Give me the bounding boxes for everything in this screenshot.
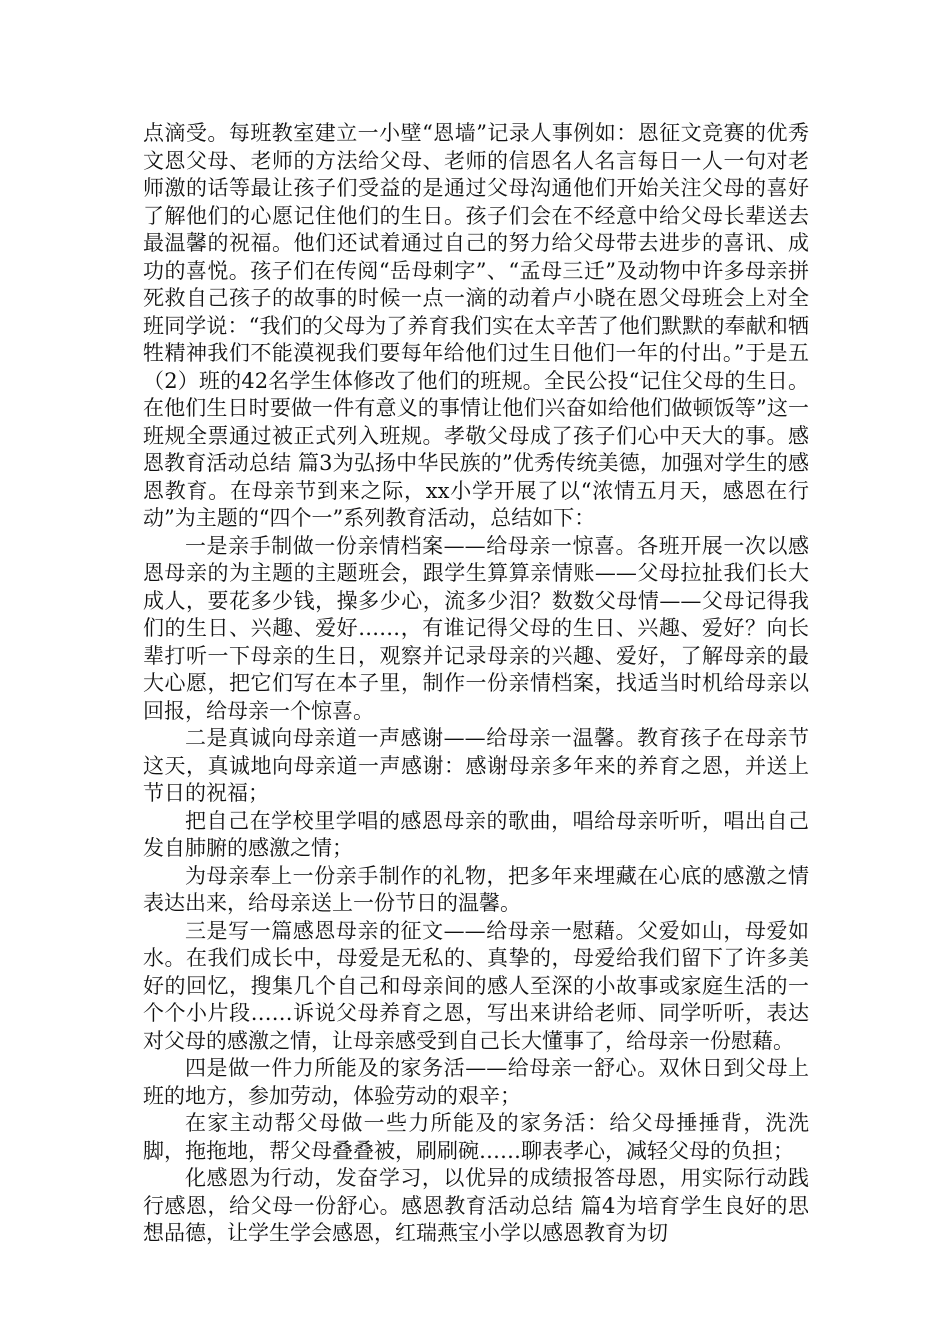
- paragraph-intro: 点滴受。每班教室建立一小壁“恩墙”记录人事例如：恩征文竞赛的优秀文恩父母、老师的方法给父母、老师的信恩名人名言每日一人一句对老师激的话等最让孩子们受益的是通过父母沟通他们开始关注父母的喜好了解他们的心愿记住他们的生日。孩子们会在不经意中给父母长辈送去最温馨的祝福。他们还试着通过自己的努力给父母带去进步的喜讯、成功的喜悦。孩子们在传阅“岳母刺字”、“孟母三迁”及动物中许多母亲拼死救自己孩子的故事的时候一点一滴的动着卢小晓在恩父母班会上对全班同学说：“我们的父母为了养育我们实在太辛苦了他们默默的奉献和牺牲精神我们不能漠视我们要每年给他们过生日他们一年的付出。”于是五（2）班的42名学生体修改了他们的班规。全民公投“记住父母的生日。在他们生日时要做一件有意义的事情让他们兴奋如给他们做顿饭等”这一班规全票通过被正式列入班规。孝敬父母成了孩子们心中天大的事。感恩教育活动总结 篇3为弘扬中华民族的”优秀传统美德，加强对学生的感恩教育。在母亲节到来之际，xx小学开展了以“浓情五月天，感恩在行动”为主题的“四个一”系列教育活动，总结如下：: [143, 121, 809, 530]
- paragraph-activity-4-housework: 在家主动帮父母做一些力所能及的家务活：给父母捶捶背，洗洗脚，拖拖地，帮父母叠叠被，刷刷碗……聊表孝心，减轻父母的负担；: [143, 1111, 809, 1163]
- document-body: [143, 120, 809, 1248]
- paragraph-activity-3: 三是写一篇感恩母亲的征文——给母亲一慰藉。父爱如山，母爱如水。在我们成长中，母爱是无私的、真挚的，母爱给我们留下了许多美好的回忆，搜集几个自己和母亲间的感人至深的小故事或家庭生活的一个个小片段……诉说父母养育之恩，写出来讲给老师、同学听听，表达对父母的感激之情，让母亲感受到自己长大懂事了，给母亲一份慰藉。: [143, 918, 809, 1053]
- paragraph-activity-4-study: 化感恩为行动，发奋学习，以优异的成绩报答母恩，用实际行动践行感恩，给父母一份舒心。感恩教育活动总结 篇4为培育学生良好的思想品德，让学生学会感恩，红瑞燕宝小学以感恩教育为切: [143, 1166, 809, 1245]
- paragraph-activity-2-gift: 为母亲奉上一份亲手制作的礼物，把多年来埋藏在心底的感激之情表达出来，给母亲送上一份节日的温馨。: [143, 863, 809, 915]
- paragraph-activity-2-song: 把自己在学校里学唱的感恩母亲的歌曲，唱给母亲听听，唱出自己发自肺腑的感激之情；: [143, 808, 809, 860]
- paragraph-activity-4: 四是做一件力所能及的家务活——给母亲一舒心。双休日到父母上班的地方，参加劳动，体验劳动的艰辛；: [143, 1056, 809, 1108]
- paragraph-activity-1: 一是亲手制做一份亲情档案——给母亲一惊喜。各班开展一次以感恩母亲的为主题的主题班会，跟学生算算亲情账——父母拉扯我们长大成人，要花多少钱，操多少心，流多少泪？数数父母情——父母记得我们的生日、兴趣、爱好……，有谁记得父母的生日、兴趣、爱好？向长辈打听一下母亲的生日，观察并记录母亲的兴趣、爱好，了解母亲的最大心愿，把它们写在本子里，制作一份亲情档案，找适当时机给母亲以回报，给母亲一个惊喜。: [143, 533, 809, 723]
- paragraph-activity-2: 二是真诚向母亲道一声感谢——给母亲一温馨。教育孩子在母亲节这天，真诚地向母亲道一声感谢：感谢母亲多年来的养育之恩，并送上节日的祝福；: [143, 726, 809, 805]
